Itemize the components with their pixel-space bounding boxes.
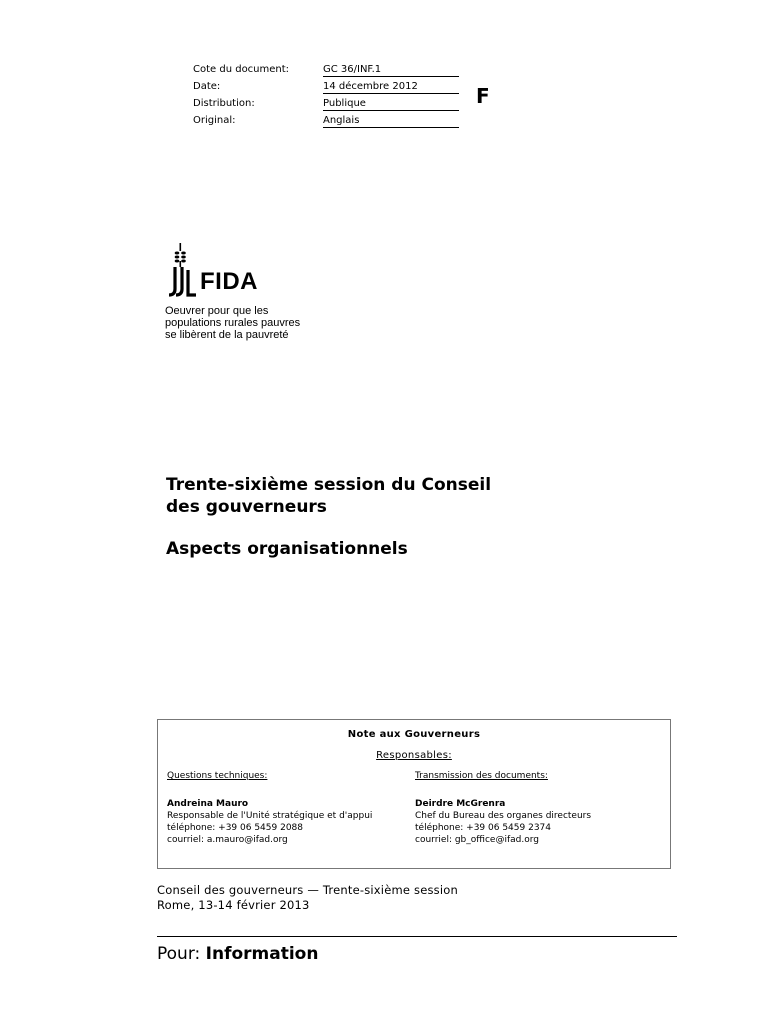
language-code: F xyxy=(476,84,490,108)
meta-label: Date: xyxy=(193,81,221,92)
horizontal-rule xyxy=(157,936,677,937)
dispatch-contact xyxy=(415,770,665,846)
session-line: Rome, 13-14 février 2013 xyxy=(157,898,310,912)
meta-value: Publique xyxy=(323,98,459,111)
meta-label: Distribution: xyxy=(193,98,255,109)
session-line: Conseil des gouverneurs — Trente-sixième session xyxy=(157,883,458,897)
note-responsables: Responsables: xyxy=(376,750,452,761)
meta-row-reference xyxy=(193,62,463,79)
note-to-governors-box xyxy=(157,719,671,869)
contact-name: Deirdre McGrenra xyxy=(415,799,506,809)
document-metadata xyxy=(193,62,463,130)
meta-label: Original: xyxy=(193,115,236,126)
document-title xyxy=(166,474,586,518)
contact-phone: téléphone: +39 06 5459 2374 xyxy=(415,823,551,833)
contact-role: Responsable de l'Unité stratégique et d'appui xyxy=(167,811,373,821)
meta-value: 14 décembre 2012 xyxy=(323,81,459,94)
contact-role: Chef du Bureau des organes directeurs xyxy=(415,811,592,821)
tagline-line: populations rurales pauvres xyxy=(165,317,301,329)
meta-value: GC 36/INF.1 xyxy=(323,64,459,77)
meta-label: Cote du document: xyxy=(193,64,290,75)
technical-contact xyxy=(167,770,405,846)
contact-header: Questions techniques: xyxy=(167,771,268,781)
logo-tagline xyxy=(165,305,300,341)
contact-phone: téléphone: +39 06 5459 2088 xyxy=(167,823,303,833)
purpose-line xyxy=(157,944,318,964)
purpose-value: Information xyxy=(205,944,319,964)
meta-row-distribution xyxy=(193,96,463,113)
contact-name: Andreina Mauro xyxy=(167,799,249,809)
logo-wordmark: FIDA xyxy=(200,268,258,295)
note-heading: Note aux Gouverneurs xyxy=(347,729,481,740)
title-line: des gouverneurs xyxy=(166,497,327,517)
wheat-logo-icon xyxy=(166,243,202,299)
meta-value: Anglais xyxy=(323,115,459,128)
tagline-line: Oeuvrer pour que les xyxy=(165,305,269,317)
title-line: Trente-sixième session du Conseil xyxy=(166,475,492,495)
meta-row-original xyxy=(193,113,463,130)
contact-header: Transmission des documents: xyxy=(415,771,548,781)
contact-email: courriel: gb_office@ifad.org xyxy=(415,835,539,845)
meta-row-date xyxy=(193,79,463,96)
session-info xyxy=(157,883,458,913)
document-subtitle: Aspects organisationnels xyxy=(166,539,408,559)
tagline-line: se libèrent de la pauvreté xyxy=(165,329,289,341)
contact-email: courriel: a.mauro@ifad.org xyxy=(167,835,288,845)
purpose-label: Pour: xyxy=(157,944,201,964)
